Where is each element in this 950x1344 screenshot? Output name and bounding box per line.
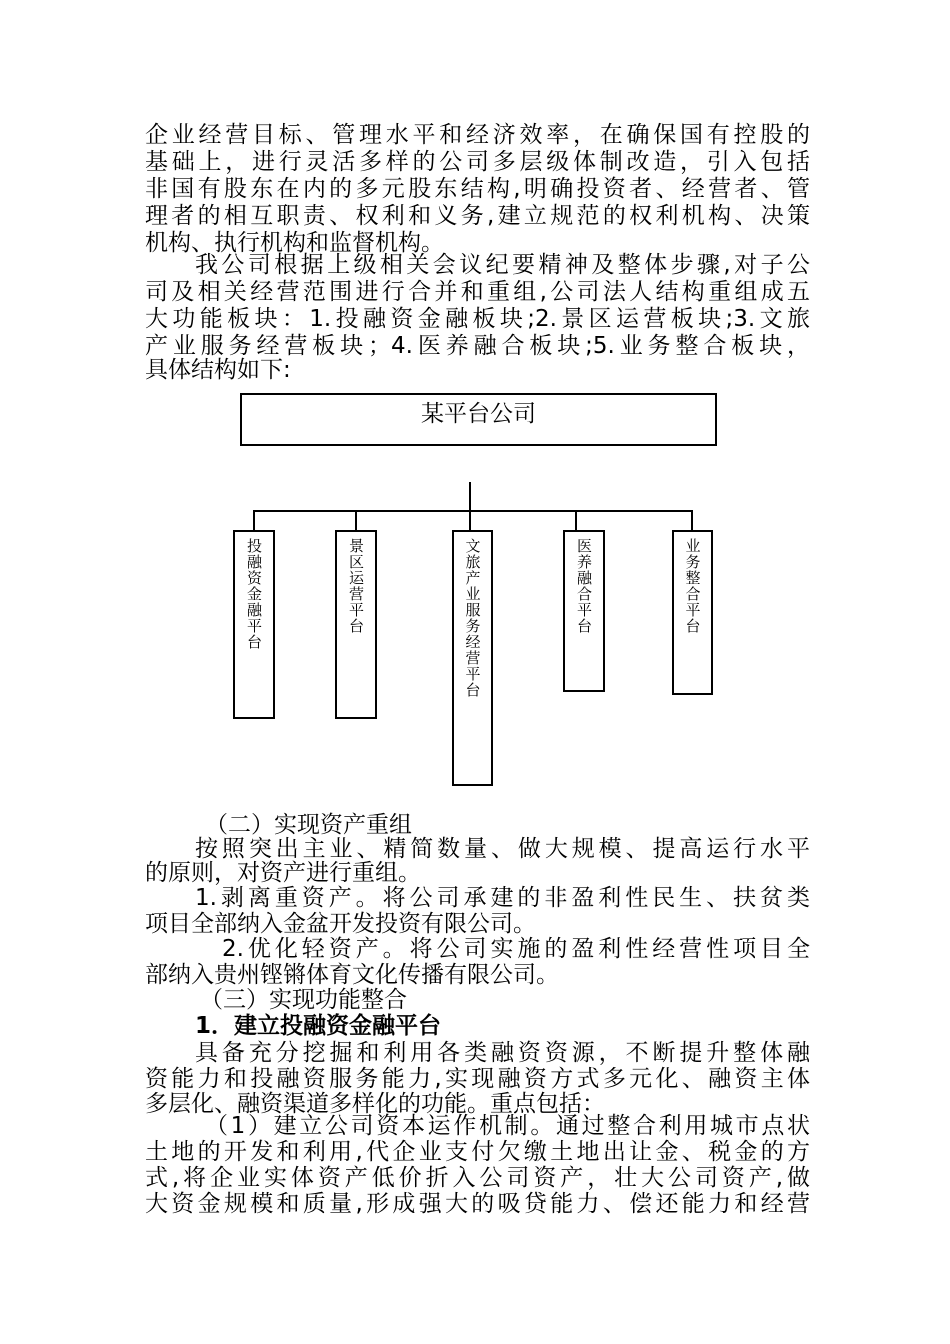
org-child-label: 业务整合平台 [683, 538, 702, 634]
org-connector [253, 510, 255, 530]
org-connector [355, 510, 357, 530]
org-child-label: 文旅产业服务经营平台 [463, 538, 482, 698]
section-heading: （二）实现资产重组 [205, 812, 412, 838]
paragraph-line: 非国有股东在内的多元股东结构,明确投资者、经营者、管 [145, 176, 810, 202]
org-child-box [335, 530, 377, 719]
paragraph-line: 具体结构如下: [145, 357, 291, 383]
org-root-box: 某平台公司 [240, 393, 717, 446]
subsection-heading: 1．建立投融资金融平台 [195, 1013, 442, 1039]
paragraph-line: 土地的开发和利用,代企业支付欠缴土地出让金、税金的方 [145, 1139, 810, 1165]
paragraph-line: 我公司根据上级相关会议纪要精神及整体步骤,对子公 [195, 252, 810, 278]
section-heading: （三）实现功能整合 [200, 987, 407, 1013]
org-child-box [563, 530, 605, 692]
org-child-label: 景区运营平台 [347, 538, 365, 634]
paragraph-line: 2.优化轻资产。将公司实施的盈利性经营性项目全 [222, 936, 810, 962]
org-child-label: 投融资金融平台 [245, 538, 263, 650]
paragraph-line: 理者的相互职责、权利和义务,建立规范的权利机构、决策 [145, 203, 810, 229]
paragraph-line: 司及相关经营范围进行合并和重组,公司法人结构重组成五 [145, 279, 810, 305]
paragraph-line: 大功能板块：1.投融资金融板块;2.景区运营板块;3.文旅 [145, 306, 810, 332]
org-connector [253, 510, 693, 512]
paragraph-line: 1.剥离重资产。将公司承建的非盈利性民生、扶贫类 [195, 885, 810, 911]
paragraph-line: 企业经营目标、管理水平和经济效率，在确保国有控股的 [145, 122, 810, 148]
paragraph-line: 项目全部纳入金盆开发投资有限公司。 [145, 911, 536, 937]
paragraph-line: 产业服务经营板块；4.医养融合板块;5.业务整合板块， [145, 333, 810, 359]
paragraph-line: 具备充分挖掘和利用各类融资资源，不断提升整体融 [195, 1040, 810, 1066]
paragraph-line: 基础上，进行灵活多样的公司多层级体制改造，引入包括 [145, 149, 810, 175]
paragraph-line: 的原则，对资产进行重组。 [145, 860, 421, 886]
paragraph-line: （1）建立公司资本运作机制。通过整合利用城市点状 [205, 1113, 810, 1139]
org-connector [469, 482, 471, 530]
org-child-box [233, 530, 275, 719]
org-child-label: 医养融合平台 [575, 538, 593, 634]
org-connector [575, 510, 577, 530]
paragraph-line: 按照突出主业、精简数量、做大规模、提高运行水平 [195, 836, 810, 862]
org-connector [691, 510, 693, 530]
paragraph-line: 式,将企业实体资产低价折入公司资产，壮大公司资产,做 [145, 1165, 810, 1191]
org-child-box [452, 530, 493, 786]
org-child-box [672, 530, 713, 695]
paragraph-line: 多层化、融资渠道多样化的功能。重点包括： [145, 1091, 605, 1117]
paragraph-line: 部纳入贵州铿锵体育文化传播有限公司。 [145, 962, 559, 988]
paragraph-line: 大资金规模和质量,形成强大的吸贷能力、偿还能力和经营 [145, 1191, 810, 1217]
paragraph-line: 资能力和投融资服务能力,实现融资方式多元化、融资主体 [145, 1066, 810, 1092]
paragraph-line: 机构、执行机构和监督机构。 [145, 230, 444, 256]
